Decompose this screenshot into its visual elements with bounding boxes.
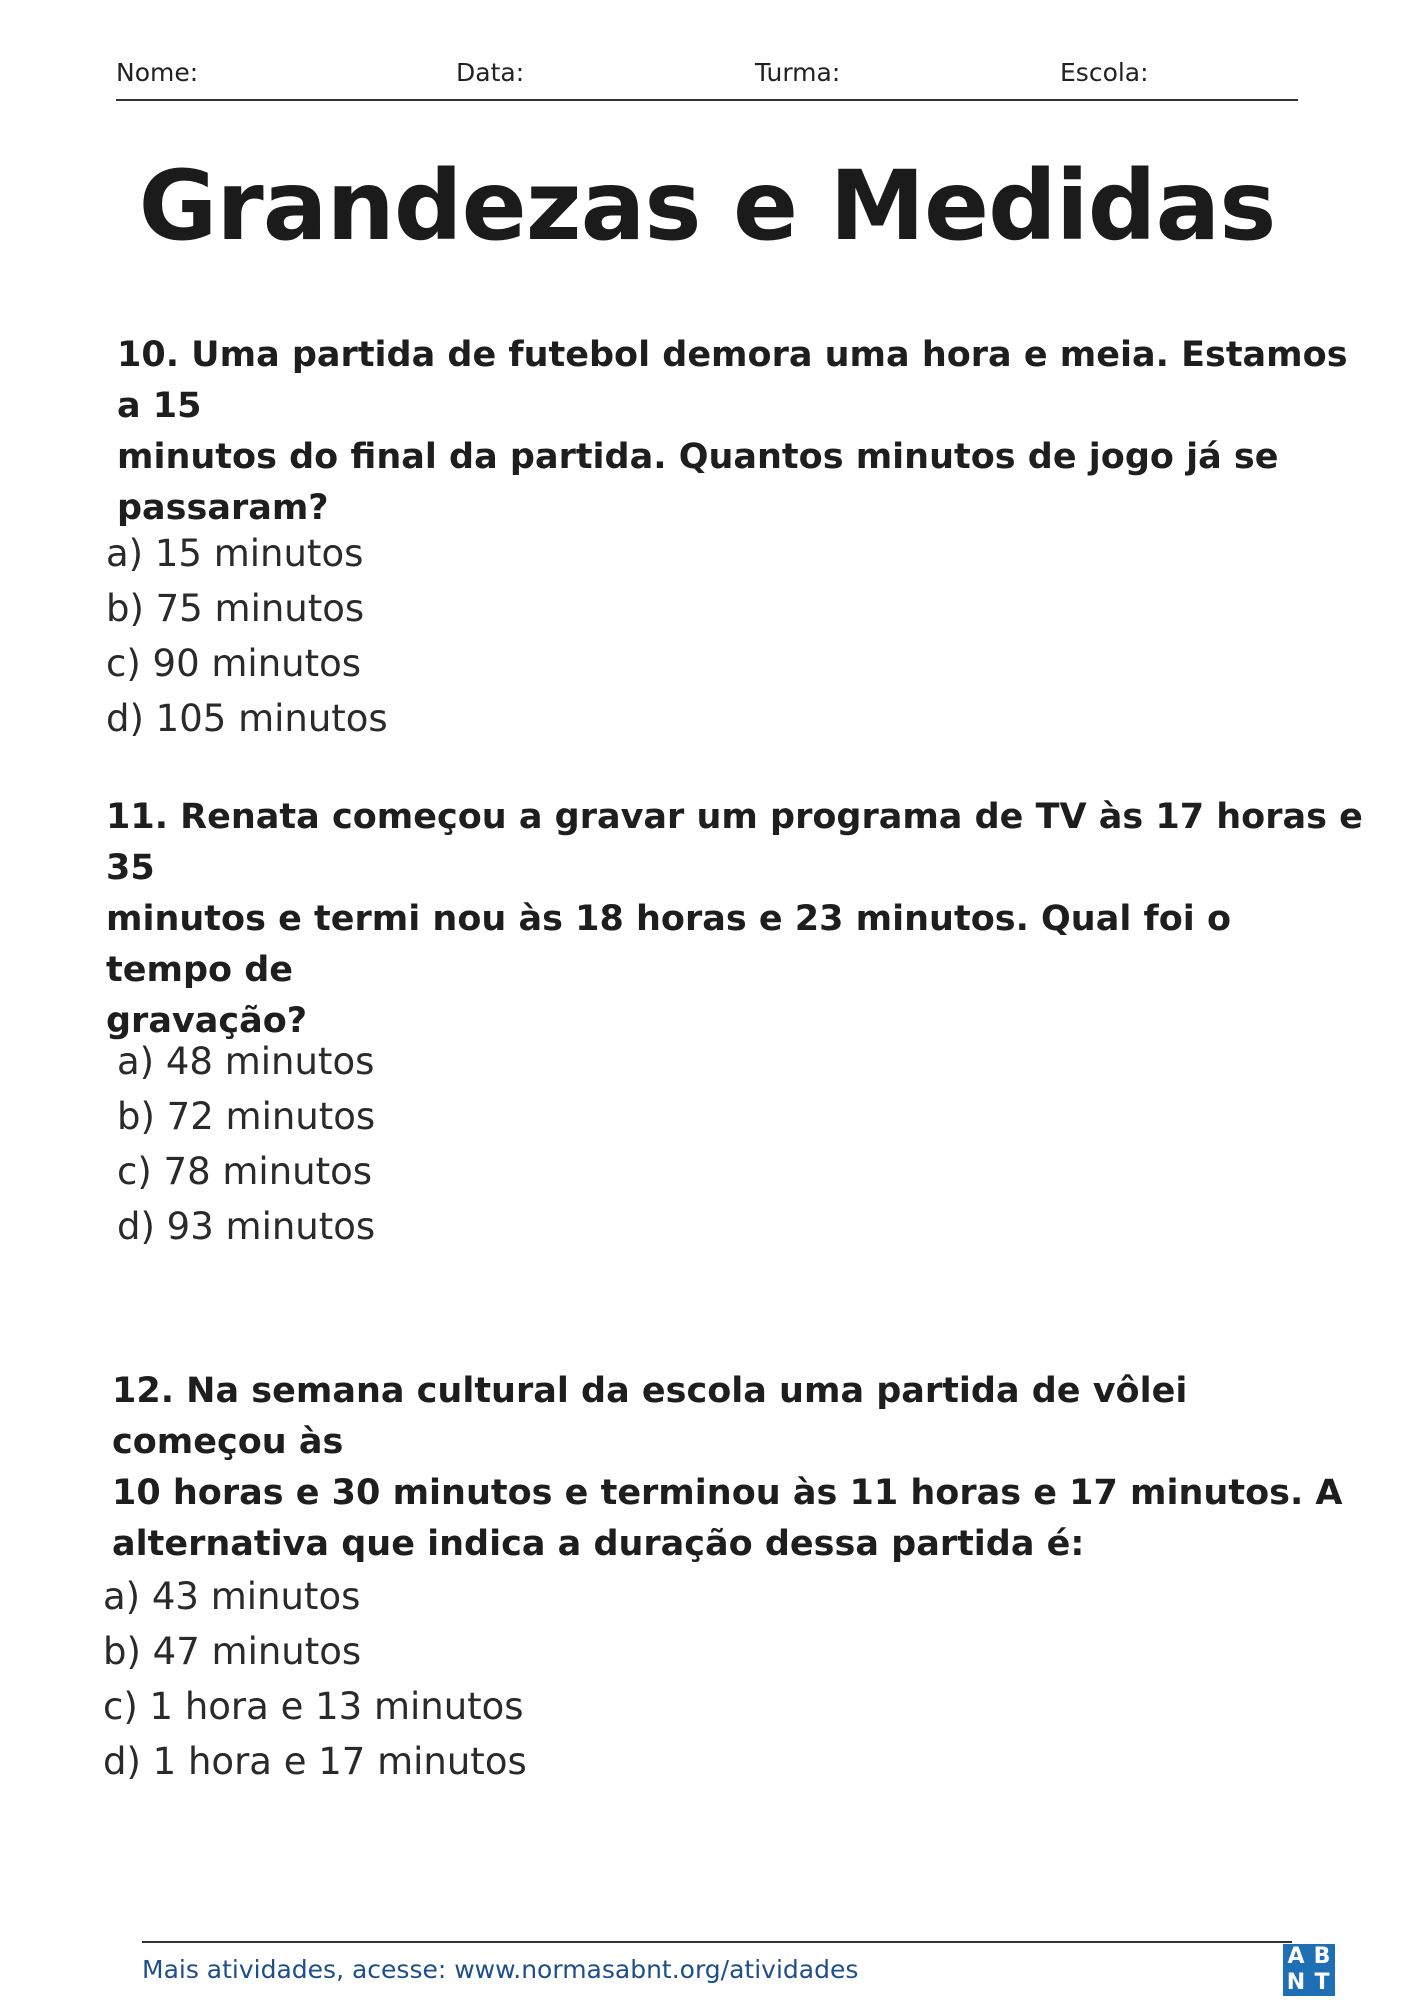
logo-letter: T (1314, 1970, 1330, 1995)
header-divider (116, 99, 1298, 101)
question-10-line-1: 10. Uma partida de futebol demora uma hora e meia. Estamos a 15 (117, 335, 1348, 426)
option-d: d) 93 minutos (117, 1205, 376, 1248)
question-10-line-3: passaram? (117, 488, 329, 528)
question-11-options (117, 1034, 375, 1254)
option-b: b) 75 minutos (106, 587, 365, 630)
question-11 (106, 792, 1366, 1047)
question-10 (117, 330, 1357, 534)
question-11-line-3: gravação? (106, 1001, 308, 1041)
option-d: d) 1 hora e 17 minutos (103, 1740, 527, 1783)
nome-label: Nome: (116, 58, 199, 87)
option-c: c) 1 hora e 13 minutos (103, 1685, 524, 1728)
option-a: a) 48 minutos (117, 1040, 375, 1083)
option-c: c) 78 minutos (117, 1150, 373, 1193)
footer-link-text[interactable]: Mais atividades, acesse: www.normasabnt.org/atividades (142, 1955, 859, 1984)
question-11-line-2: minutos e termi nou às 18 horas e 23 minutos. Qual foi o tempo de (106, 899, 1232, 990)
logo-letter: B (1313, 1944, 1331, 1969)
question-10-line-2: minutos do final da partida. Quantos minutos de jogo já se (117, 437, 1279, 477)
option-a: a) 43 minutos (103, 1575, 361, 1618)
option-b: b) 72 minutos (117, 1095, 376, 1138)
question-12-line-3: alternativa que indica a duração dessa partida é: (112, 1524, 1085, 1564)
question-12-line-1: 12. Na semana cultural da escola uma partida de vôlei começou às (112, 1371, 1188, 1462)
option-d: d) 105 minutos (106, 697, 388, 740)
question-12 (112, 1366, 1372, 1570)
question-12-options (103, 1569, 527, 1789)
footer-divider (142, 1941, 1292, 1943)
turma-label: Turma: (755, 58, 841, 87)
page-title: Grandezas e Medidas (138, 150, 1276, 262)
option-c: c) 90 minutos (106, 642, 362, 685)
option-b: b) 47 minutos (103, 1630, 362, 1673)
escola-label: Escola: (1060, 58, 1149, 87)
data-label: Data: (456, 58, 525, 87)
option-a: a) 15 minutos (106, 532, 364, 575)
logo-letter: N (1286, 1970, 1306, 1995)
question-11-line-1: 11. Renata começou a gravar um programa de TV às 17 horas e 35 (106, 797, 1363, 888)
question-12-line-2: 10 horas e 30 minutos e terminou às 11 horas e 17 minutos. A (112, 1473, 1343, 1513)
logo-letter: A (1287, 1944, 1305, 1969)
question-10-options (106, 526, 388, 746)
abnt-logo (1283, 1944, 1335, 1996)
